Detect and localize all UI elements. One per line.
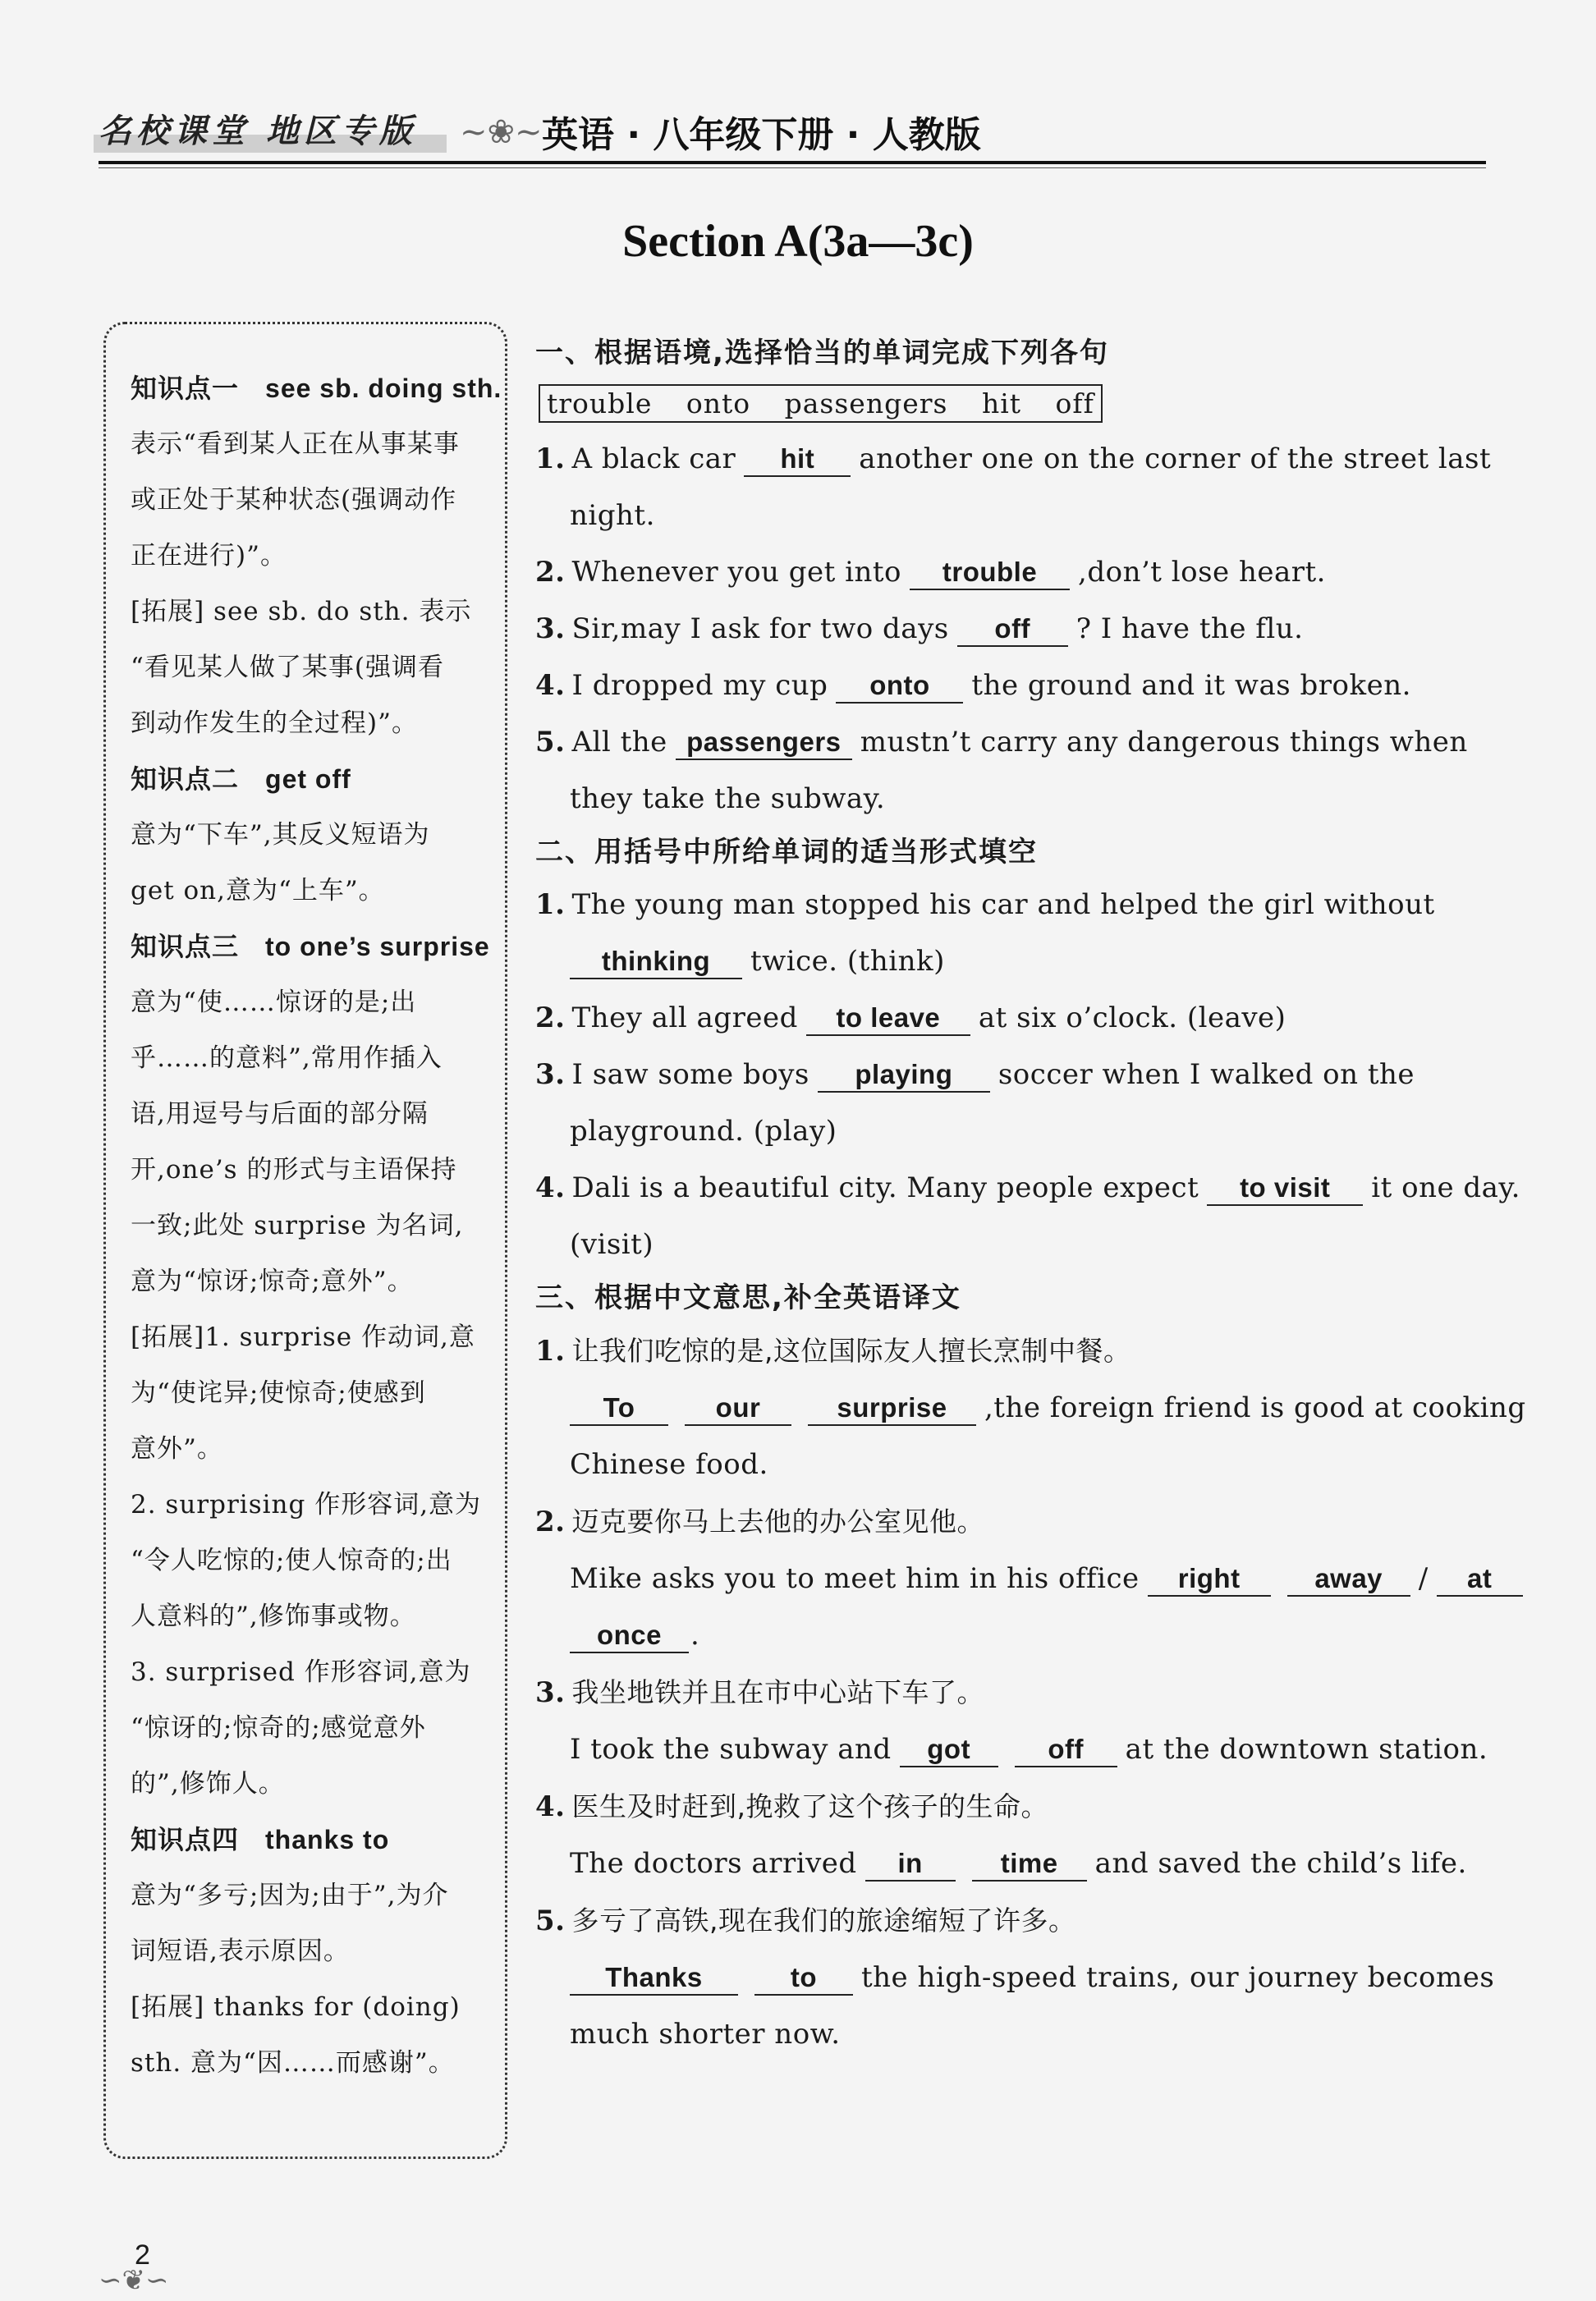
sidebar-line: sth. 意为“因……而感谢”。 xyxy=(131,2048,455,2078)
flower-ornament-icon: ~❀~ xyxy=(460,113,543,151)
sidebar-line: [拓展] thanks for (doing) xyxy=(131,1992,461,2022)
sidebar-line: 意为“惊讶;惊奇;意外”。 xyxy=(131,1267,414,1296)
sidebar-line: 意为“下车”,其反义短语为 xyxy=(131,820,430,850)
sidebar-line: 意为“使……惊讶的是;出 xyxy=(131,988,417,1017)
question: 2. They all agreed to leave at six o’clock. (leave) xyxy=(535,1002,1286,1034)
question-english: To our surprise ,the foreign friend is good at cooking xyxy=(535,1380,1511,1437)
word-bank-item: hit xyxy=(981,387,1022,419)
answer-blank[interactable]: got xyxy=(900,1733,998,1767)
question-chinese: 4. 医生及时赶到,挽救了这个孩子的生命。 xyxy=(535,1790,1048,1823)
sidebar-line: 或正处于某种状态(强调动作 xyxy=(131,485,457,515)
page-number: 2 xyxy=(135,2239,150,2271)
answer-blank[interactable]: to visit xyxy=(1207,1171,1363,1206)
question-english: The doctors arrived in time and saved the child’s life. xyxy=(570,1847,1467,1880)
answer-blank[interactable]: thinking xyxy=(570,945,742,979)
part3-heading: 三、根据中文意思,补全英语译文 xyxy=(535,1281,961,1314)
question-continued: (visit) xyxy=(570,1228,654,1261)
sidebar-line: 正在进行)”。 xyxy=(131,541,287,571)
answer-blank[interactable]: to xyxy=(754,1961,853,1996)
sidebar-line: “看见某人做了某事(强调看 xyxy=(131,653,444,682)
sidebar-line: 意为“多亏;因为;由于”,为介 xyxy=(131,1881,449,1910)
sidebar-line: 人意料的”,修饰事或物。 xyxy=(131,1602,416,1631)
sidebar-line: 意外”。 xyxy=(131,1434,223,1464)
sidebar-line: 2. surprising 作形容词,意为 xyxy=(131,1490,482,1519)
answer-blank[interactable]: surprise xyxy=(808,1391,976,1426)
word-bank xyxy=(539,384,1103,423)
question: 1. The young man stopped his car and helped the girl without xyxy=(535,888,1435,921)
answer-blank[interactable]: once xyxy=(570,1619,689,1653)
question-chinese: 1. 让我们吃惊的是,这位国际友人擅长烹制中餐。 xyxy=(535,1335,1131,1368)
question: 5. All the passengers mustn’t carry any dangerous things when xyxy=(535,726,1468,759)
knowledge-point-heading: 知识点一 see sb. doing sth. xyxy=(131,373,502,404)
answer-blank[interactable]: time xyxy=(972,1847,1087,1882)
question-english: Thanks to the high-speed trains, our journey becomes xyxy=(535,1950,1511,2006)
answer-blank[interactable]: Thanks xyxy=(570,1961,738,1996)
question: 1. A black car hit another one on the corner of the street last xyxy=(535,442,1492,475)
series-brand: 名校课堂 地区专版 xyxy=(99,112,417,150)
sidebar-line: [拓展]1. surprise 作动词,意 xyxy=(131,1322,475,1352)
answer-blank[interactable]: off xyxy=(1015,1733,1117,1767)
question-continued: once . xyxy=(535,1607,1511,1664)
knowledge-point-heading: 知识点四 thanks to xyxy=(131,1824,390,1855)
word-bank-item: onto xyxy=(686,387,751,419)
answer-blank[interactable]: hit xyxy=(744,442,851,477)
sidebar-line: 到动作发生的全过程)”。 xyxy=(131,708,418,738)
sidebar-line: 语,用逗号与后面的部分隔 xyxy=(131,1099,429,1129)
word-bank-item: trouble xyxy=(547,387,653,419)
answer-blank[interactable]: away xyxy=(1287,1562,1410,1597)
knowledge-point-heading: 知识点二 get off xyxy=(131,763,351,795)
answer-blank[interactable]: playing xyxy=(818,1058,990,1093)
sidebar-line: [拓展] see sb. do sth. 表示 xyxy=(131,597,472,626)
sidebar-line: 开,one’s 的形式与主语保持 xyxy=(131,1155,457,1185)
sidebar-line: 为“使诧异;使惊奇;使感到 xyxy=(131,1378,426,1408)
word-bank-item: passengers xyxy=(784,387,948,419)
question-continued: playground. (play) xyxy=(570,1115,837,1148)
sidebar-line: 表示“看到某人正在从事某事 xyxy=(131,429,460,459)
book-title: 英语 · 八年级下册 · 人教版 xyxy=(542,114,981,156)
exercise-column xyxy=(535,328,1526,2063)
word-bank-item: off xyxy=(1055,387,1094,419)
question-english: I took the subway and got off at the downtown station. xyxy=(570,1733,1488,1766)
header-divider-thin xyxy=(99,167,1486,168)
sidebar-line: 词短语,表示原因。 xyxy=(131,1937,350,1966)
question-chinese: 3. 我坐地铁并且在市中心站下车了。 xyxy=(535,1676,984,1709)
section-title: Section A(3a—3c) xyxy=(622,216,974,267)
question-chinese: 2. 迈克要你马上去他的办公室见他。 xyxy=(535,1506,984,1538)
answer-blank[interactable]: trouble xyxy=(910,556,1070,590)
sidebar-line: 3. surprised 作形容词,意为 xyxy=(131,1657,471,1687)
answer-blank[interactable]: To xyxy=(570,1391,668,1426)
sidebar-line: 乎……的意料”,常用作插入 xyxy=(131,1043,443,1073)
knowledge-sidebar xyxy=(103,322,507,2159)
question: 2. Whenever you get into trouble ,don’t lose heart. xyxy=(535,556,1326,589)
question: 4. Dali is a beautiful city. Many people expect to visit it one day. xyxy=(535,1171,1520,1204)
answer-blank[interactable]: off xyxy=(957,612,1068,647)
question-english: Mike asks you to meet him in his office right away / at xyxy=(535,1551,1511,1607)
knowledge-point-heading: 知识点三 to one’s surprise xyxy=(131,931,490,962)
sidebar-line: “令人吃惊的;使人惊奇的;出 xyxy=(131,1546,452,1575)
answer-blank[interactable]: at xyxy=(1437,1562,1523,1597)
question: 4. I dropped my cup onto the ground and it was broken. xyxy=(535,669,1411,702)
question-continued: night. xyxy=(570,499,655,532)
question-chinese: 5. 多亏了高铁,现在我们的旅途缩短了许多。 xyxy=(535,1905,1076,1937)
answer-blank[interactable]: our xyxy=(685,1391,791,1426)
answer-blank[interactable]: onto xyxy=(836,669,963,704)
sidebar-line: 一致;此处 surprise 为名词, xyxy=(131,1211,464,1240)
footer-ornament-icon: ∽❦∽ xyxy=(99,2264,169,2297)
answer-blank[interactable]: in xyxy=(865,1847,956,1882)
sidebar-line: “惊讶的;惊奇的;感觉意外 xyxy=(131,1713,426,1743)
question-continued: much shorter now. xyxy=(570,2018,841,2051)
sidebar-line: get on,意为“上车”。 xyxy=(131,876,385,905)
answer-blank[interactable]: to leave xyxy=(806,1002,970,1036)
question: 3. Sir,may I ask for two days off ? I have the flu. xyxy=(535,612,1304,645)
question-continued: thinking twice. (think) xyxy=(535,933,1511,990)
answer-blank[interactable]: passengers xyxy=(676,726,852,760)
part2-heading: 二、用括号中所给单词的适当形式填空 xyxy=(535,836,1038,869)
part1-heading: 一、根据语境,选择恰当的单词完成下列各句 xyxy=(535,337,1109,369)
header-divider xyxy=(99,161,1486,164)
question-continued: Chinese food. xyxy=(570,1448,768,1481)
question: 3. I saw some boys playing soccer when I walked on the xyxy=(535,1058,1415,1091)
page-header xyxy=(99,99,1486,164)
answer-blank[interactable]: right xyxy=(1148,1562,1271,1597)
sidebar-line: 的”,修饰人。 xyxy=(131,1769,285,1799)
question-continued: they take the subway. xyxy=(570,782,886,815)
